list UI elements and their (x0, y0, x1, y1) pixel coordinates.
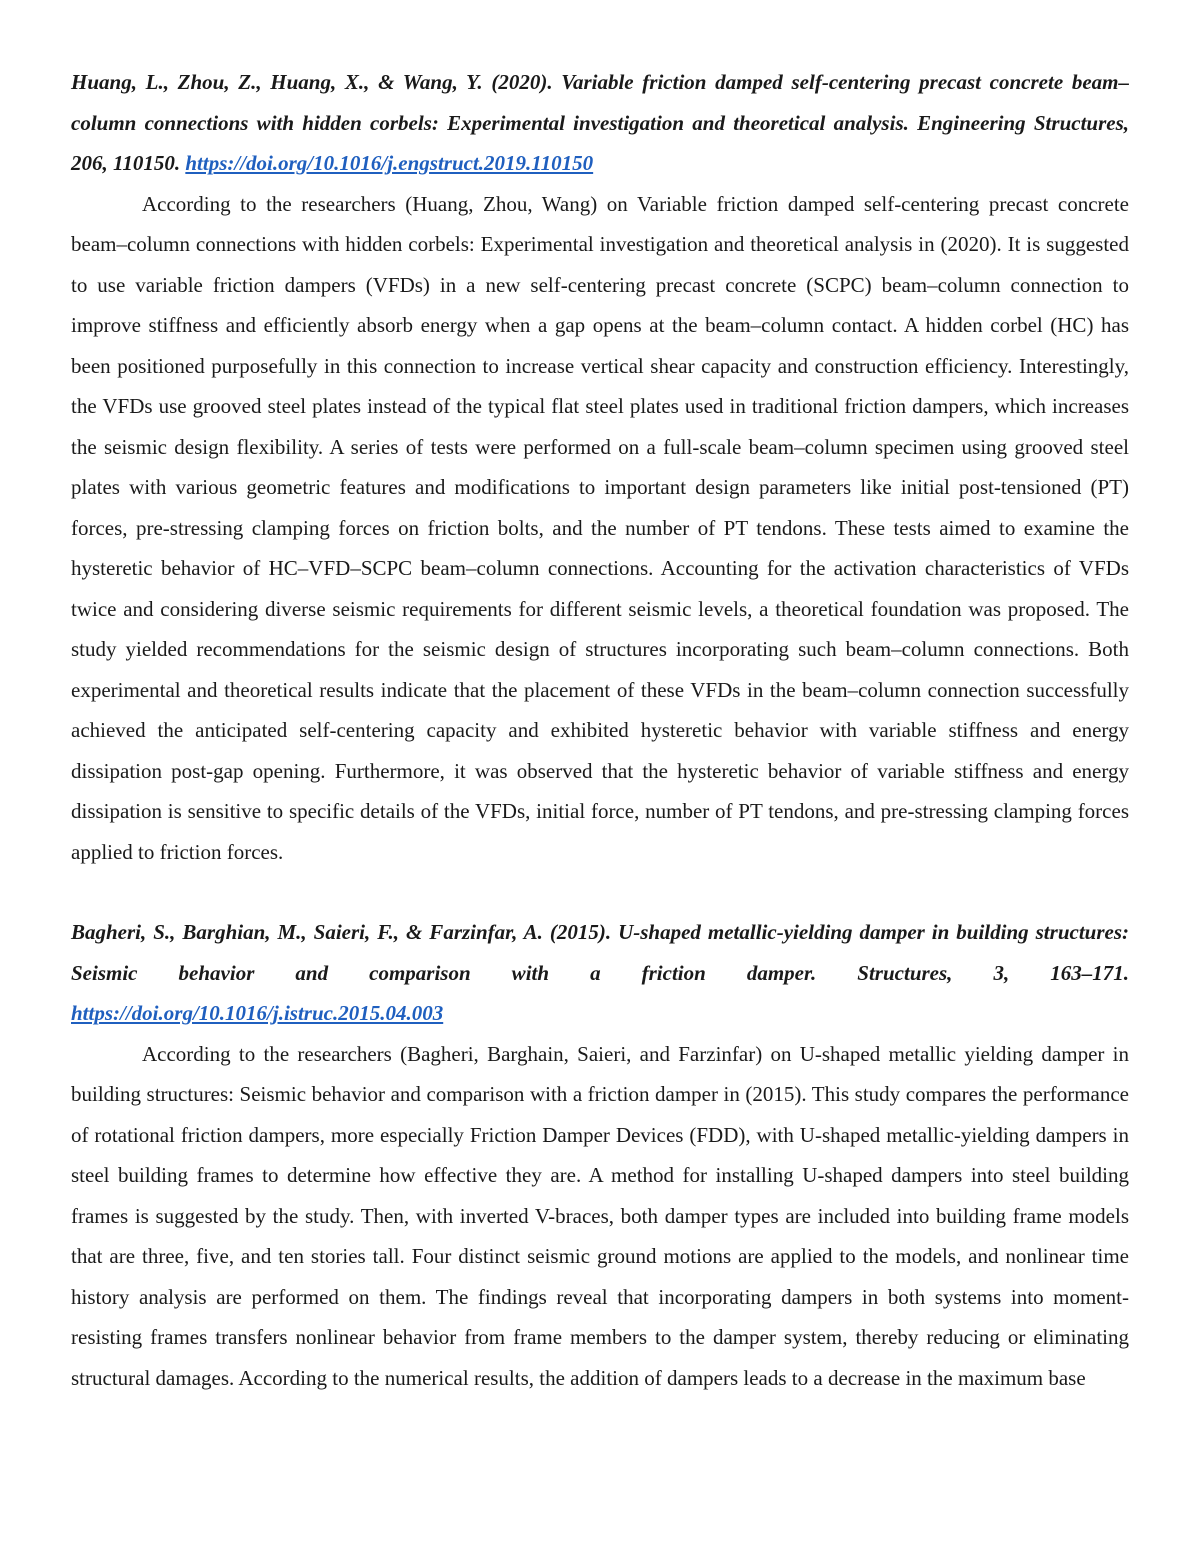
summary-bagheri: According to the researchers (Bagheri, Barghain, Saieri, and Farzinfar) on U-shaped metallic yielding damper in building structures: Seismic behavior and comparison with a friction damper in (2015). This study compares the performance of rotational friction dampers, more especially Friction Damper Devices (FDD), with U-shaped metallic-yielding dampers in steel building frames to determine how effective they are. A method for installing U-shaped dampers into steel building frames is suggested by the study. Then, with inverted V-braces, both damper types are included into building frame models that are three, five, and ten stories tall. Four distinct seismic ground motions are applied to the models, and nonlinear time history analysis are performed on them. The findings reveal that incorporating dampers in both systems into moment-resisting frames transfers nonlinear behavior from frame members to the damper system, thereby reducing or eliminating structural damages. According to the numerical results, the addition of dampers leads to a decrease in the maximum base (71, 1041, 1129, 1390)
summary-huang: According to the researchers (Huang, Zhou, Wang) on Variable friction damped self-centering precast concrete beam–column connections with hidden corbels: Experimental investigation and theoretical analysis in (2020). It is suggested to use variable friction dampers (VFDs) in a new self-centering precast concrete (SCPC) beam–column connection to improve stiffness and efficiently absorb energy when a gap opens at the beam–column contact. A hidden corbel (HC) has been positioned purposefully in this connection to increase vertical shear capacity and construction efficiency. Interestingly, the VFDs use grooved steel plates instead of the typical flat steel plates used in traditional friction dampers, which increases the seismic design flexibility. A series of tests were performed on a full-scale beam–column specimen using grooved steel plates with various geometric features and modifications to important design parameters like initial post-tensioned (PT) forces, pre-stressing clamping forces on friction bolts, and the number of PT tendons. These tests aimed to examine the hysteretic behavior of HC–VFD–SCPC beam–column connections. Accounting for the activation characteristics of VFDs twice and considering diverse seismic requirements for different seismic levels, a theoretical foundation was proposed. The study yielded recommendations for the seismic design of structures incorporating such beam–column connections. Both experimental and theoretical results indicate that the placement of these VFDs in the beam–column connection successfully achieved the anticipated self-centering capacity and exhibited hysteretic behavior with variable stiffness and energy dissipation post-gap opening. Furthermore, it was observed that the hysteretic behavior of variable stiffness and energy dissipation is sensitive to specific details of the VFDs, initial force, number of PT tendons, and pre-stressing clamping forces applied to friction forces. (71, 191, 1129, 864)
citation-huang (71, 62, 1129, 184)
citation-text: Huang, L., Zhou, Z., Huang, X., & Wang, Y. (2020). Variable friction damped self-centering precast concrete beam–column connections with hidden corbels: Experimental investigation and theoretical analysis. Engineering Structures, 206, 110150. (71, 70, 1129, 175)
reference-entry-bagheri (71, 912, 1129, 1398)
doi-link-huang[interactable]: https://doi.org/10.1016/j.engstruct.2019.110150 (185, 151, 594, 175)
citation-text: Bagheri, S., Barghian, M., Saieri, F., & Farzinfar, A. (2015). U-shaped metallic-yielding damper in building structures: Seismic behavior and comparison with a friction damper. Structures, 3, 163–171. (71, 920, 1129, 985)
document-page (71, 62, 1129, 1398)
reference-entry-huang (71, 62, 1129, 872)
doi-link-bagheri[interactable]: https://doi.org/10.1016/j.istruc.2015.04.003 (71, 1001, 444, 1025)
citation-bagheri (71, 912, 1129, 1034)
